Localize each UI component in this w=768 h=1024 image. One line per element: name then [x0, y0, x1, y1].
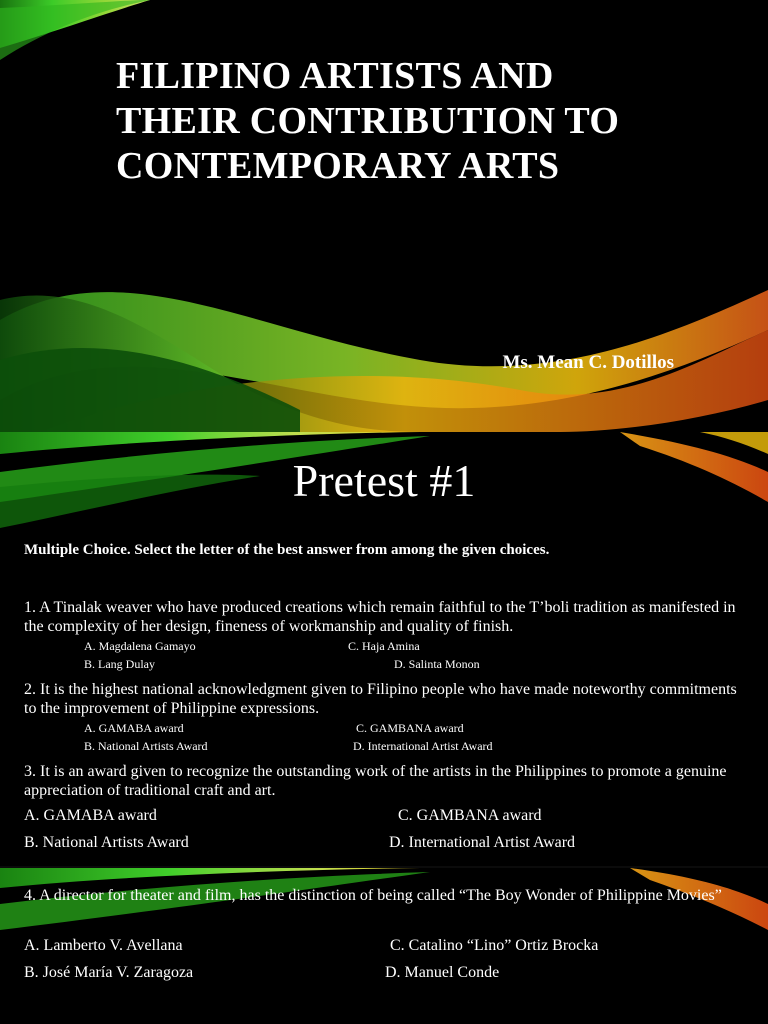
title-line-3: CONTEMPORARY ARTS: [116, 145, 560, 187]
question-2-option-d: D. International Artist Award: [353, 739, 493, 753]
question-3-option-b: B. National Artists Award: [24, 834, 189, 851]
author-name: Ms. Mean C. Dotillos: [502, 352, 674, 373]
title-line-2: THEIR CONTRIBUTION TO: [116, 100, 620, 142]
question-2-option-a: A. GAMABA award: [84, 721, 184, 735]
pretest-title: Pretest #1: [292, 455, 476, 506]
title-slide: [0, 0, 768, 432]
question-1-option-a: A. Magdalena Gamayo: [84, 639, 196, 653]
pretest-slide: [0, 432, 768, 868]
question-1-option-d: D. Salinta Monon: [394, 657, 480, 671]
question-2-option-b: B. National Artists Award: [84, 739, 208, 753]
question-4-text: 4. A director for theater and film, has the distinction of being called “The Boy Wonder of Philippine Movies”: [24, 887, 722, 904]
question-2-option-c: C. GAMBANA award: [356, 721, 464, 735]
instructions: Multiple Choice. Select the letter of the best answer from among the given choices.: [24, 542, 550, 558]
question-3-option-c: C. GAMBANA award: [398, 807, 542, 824]
question-slide: [0, 868, 768, 1024]
question-1-option-c: C. Haja Amina: [348, 639, 420, 653]
question-3-text: 3. It is an award given to recognize the outstanding work of the artists in the Philippines to promote a genuine appreciation of traditional craft and art.: [24, 763, 727, 799]
question-1-text: 1. A Tinalak weaver who have produced creations which remain faithful to the T’boli tradition as manifested in the complexity of her design, fineness of workmanship and quality of finish.: [24, 599, 736, 635]
title-line-1: FILIPINO ARTISTS AND: [116, 55, 554, 97]
question-4-option-a: A. Lamberto V. Avellana: [24, 937, 183, 954]
question-3-option-a: A. GAMABA award: [24, 807, 157, 824]
question-2-text: 2. It is the highest national acknowledgment given to Filipino people who have made noteworthy commitments to the improvement of Philippine expressions.: [24, 681, 737, 717]
question-3-option-d: D. International Artist Award: [389, 834, 576, 851]
question-4-option-b: B. José María V. Zaragoza: [24, 964, 194, 981]
presentation-title: [116, 54, 736, 189]
question-4-option-c: C. Catalino “Lino” Ortiz Brocka: [390, 937, 599, 954]
question-1-option-b: B. Lang Dulay: [84, 657, 155, 671]
question-4-option-d: D. Manuel Conde: [385, 964, 500, 981]
